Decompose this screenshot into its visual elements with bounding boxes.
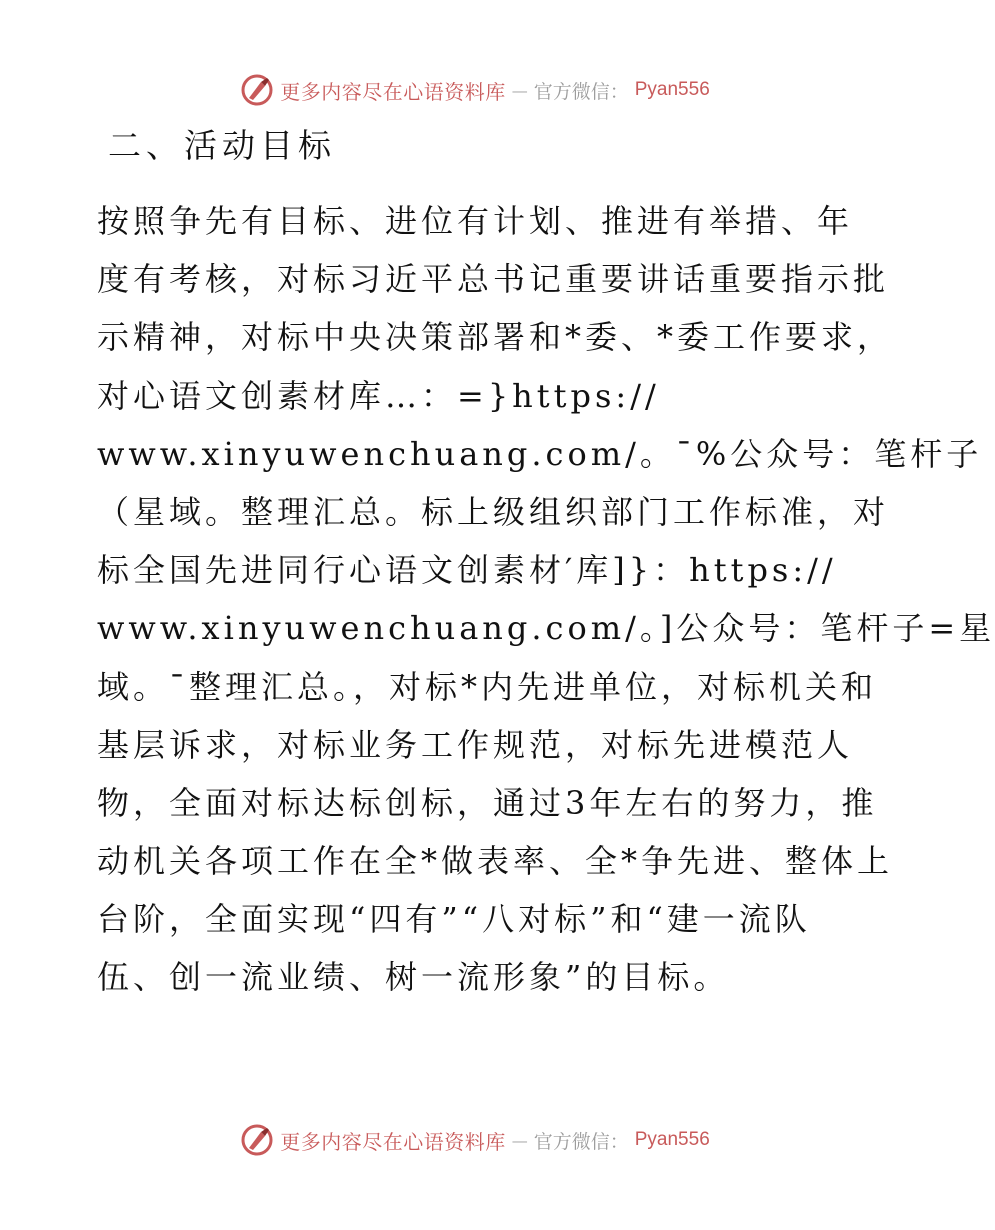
paragraph-line: www.xinyuwenchuang.com/。]公众号：笔杆子=星 (97, 609, 995, 648)
paragraph-line: 度有考核，对标习近平总书记重要讲话重要指示批 (97, 260, 890, 299)
paragraph-line: 域。¯整理汇总。，对标*内先进单位，对标机关和 (97, 667, 878, 706)
paragraph-line: 伍、创一流业绩、树一流形象”的目标。 (97, 958, 730, 997)
paragraph-line: 对心语文创素材库…：=}https:// (97, 376, 660, 415)
footer-watermark (0, 1120, 950, 1160)
paragraph-line: （星域。整理汇总。标上级组织部门工作标准，对 (97, 492, 890, 531)
paragraph-line: 标全国先进同行心语文创素材′库]}：https:// (97, 551, 837, 590)
header-watermark (0, 70, 950, 110)
paragraph-line: 示精神，对标中央决策部署和*委、*委工作要求， (97, 318, 894, 357)
watermark-separator: — (511, 1130, 528, 1150)
body-paragraph (97, 192, 995, 1007)
pen-nib-logo-icon (240, 73, 274, 107)
watermark-label: 官方微信： (533, 1130, 629, 1153)
watermark-label: 官方微信： (533, 80, 629, 103)
paragraph-line: 物，全面对标达标创标，通过3年左右的努力，推 (97, 783, 878, 822)
paragraph-line: 动机关各项工作在全*做表率、全*争先进、整体上 (97, 842, 894, 881)
watermark-wechat-id: Pyan556 (634, 1129, 710, 1150)
paragraph-line: 台阶，全面实现“四有”“八对标”和“建一流队 (97, 900, 811, 939)
section-heading: 二、活动目标 (108, 126, 336, 165)
paragraph-line: 基层诉求，对标业务工作规范，对标先进模范人 (97, 725, 854, 764)
watermark-brand-text: 更多内容尽在心语资料库 (280, 1129, 506, 1154)
watermark-separator: — (511, 80, 528, 100)
paragraph-line: 按照争先有目标、进位有计划、推进有举措、年 (97, 202, 854, 240)
pen-nib-logo-icon (240, 1123, 274, 1157)
paragraph-line: www.xinyuwenchuang.com/。¯%公众号：笔杆子 (97, 434, 983, 473)
watermark-brand-text: 更多内容尽在心语资料库 (280, 79, 506, 104)
watermark-wechat-id: Pyan556 (634, 79, 710, 100)
